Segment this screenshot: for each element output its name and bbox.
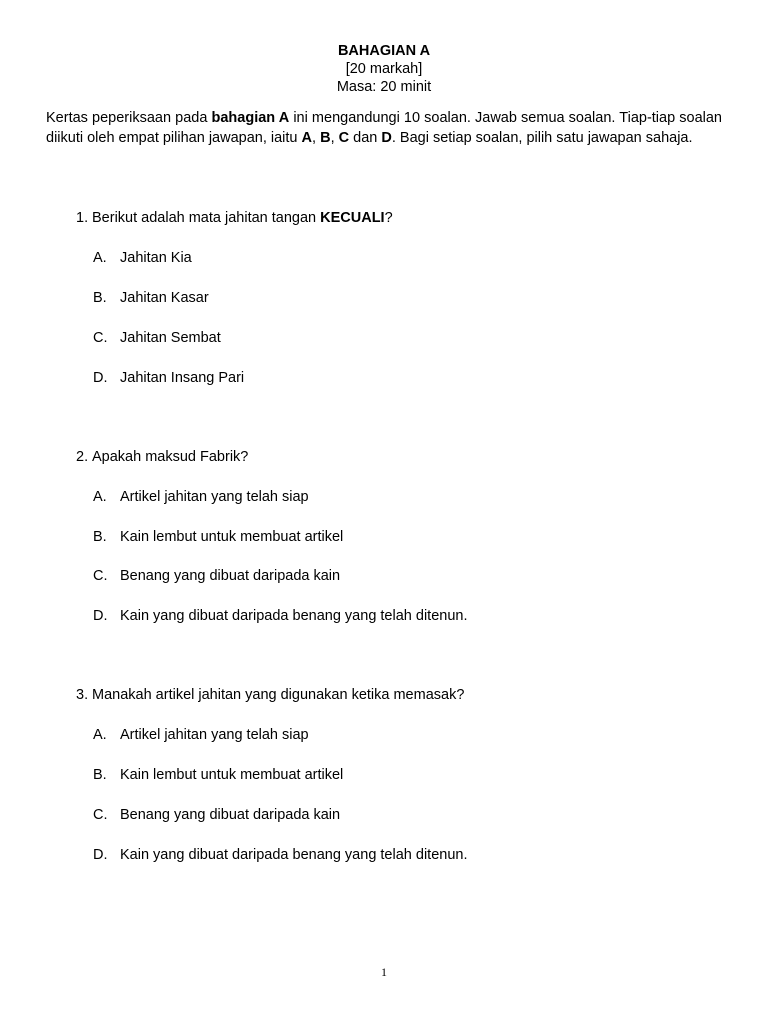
option-letter: C. [93, 568, 108, 584]
question-emphasis: KECUALI [320, 210, 385, 226]
question-text: Berikut adalah mata jahitan tangan [92, 210, 321, 226]
intro-bold-a: A [301, 130, 313, 146]
intro-text: ini mengandungi 10 soalan. Jawab semua soalan. Tiap-tiap soalan diikuti oleh empat pilihan jawapan, iaitu [46, 110, 723, 146]
option-text: Kain lembut untuk membuat artikel [120, 767, 344, 783]
option-text: Jahitan Insang Pari [120, 370, 245, 386]
option-letter: A. [93, 250, 107, 266]
question-3-option-b [93, 766, 343, 784]
intro-bold-d: D [381, 130, 392, 146]
option-text: Artikel jahitan yang telah siap [120, 489, 309, 505]
intro-bold-b: B [320, 130, 331, 146]
section-time: Masa: 20 minit [336, 79, 432, 95]
intro-text: Kertas peperiksaan pada [46, 110, 212, 126]
question-2-option-b [93, 528, 343, 546]
question-3-option-a [93, 726, 309, 744]
question-2-option-a [93, 488, 309, 506]
page-number: 1 [381, 965, 387, 979]
option-letter: B. [93, 290, 107, 306]
question-1-stem [76, 209, 716, 227]
option-letter: B. [93, 767, 107, 783]
question-text: Manakah artikel jahitan yang digunakan ketika memasak? [92, 687, 465, 703]
section-title: BAHAGIAN A [337, 43, 431, 59]
section-marks: [20 markah] [345, 61, 423, 77]
question-2-option-d [93, 607, 467, 625]
option-letter: D. [93, 847, 108, 863]
option-text: Artikel jahitan yang telah siap [120, 727, 309, 743]
intro-bold-c: C [338, 130, 350, 146]
intro-bold-section: bahagian A [211, 110, 290, 126]
intro-text: dan [349, 130, 382, 146]
option-text: Kain lembut untuk membuat artikel [120, 529, 344, 545]
intro-text: . Bagi setiap soalan, pilih satu jawapan sahaja. [391, 130, 693, 146]
option-letter: A. [93, 489, 107, 505]
option-letter: D. [93, 608, 108, 624]
option-text: Jahitan Sembat [120, 330, 221, 346]
option-text: Jahitan Kasar [120, 290, 209, 306]
question-number: 1. [76, 210, 89, 226]
question-1-option-a [93, 249, 192, 267]
intro-comma: , [312, 130, 321, 146]
question-1-option-c [93, 329, 221, 347]
option-letter: C. [93, 330, 108, 346]
instructions-paragraph [46, 108, 722, 148]
intro-comma: , [330, 130, 339, 146]
section-header [0, 42, 768, 96]
question-2-stem [76, 448, 716, 466]
question-number: 2. [76, 449, 89, 465]
question-3-stem [76, 686, 716, 704]
option-letter: A. [93, 727, 107, 743]
option-text: Benang yang dibuat daripada kain [120, 568, 341, 584]
question-text: ? [384, 210, 393, 226]
option-letter: C. [93, 807, 108, 823]
question-3-option-d [93, 846, 467, 864]
question-number: 3. [76, 687, 89, 703]
question-text: Apakah maksud Fabrik? [92, 449, 249, 465]
option-text: Kain yang dibuat daripada benang yang telah ditenun. [120, 847, 468, 863]
option-letter: B. [93, 529, 107, 545]
option-text: Jahitan Kia [120, 250, 192, 266]
question-1-option-d [93, 369, 244, 387]
question-3-option-c [93, 806, 340, 824]
question-2-option-c [93, 567, 340, 585]
question-1-option-b [93, 289, 209, 307]
option-letter: D. [93, 370, 108, 386]
option-text: Kain yang dibuat daripada benang yang telah ditenun. [120, 608, 468, 624]
option-text: Benang yang dibuat daripada kain [120, 807, 341, 823]
